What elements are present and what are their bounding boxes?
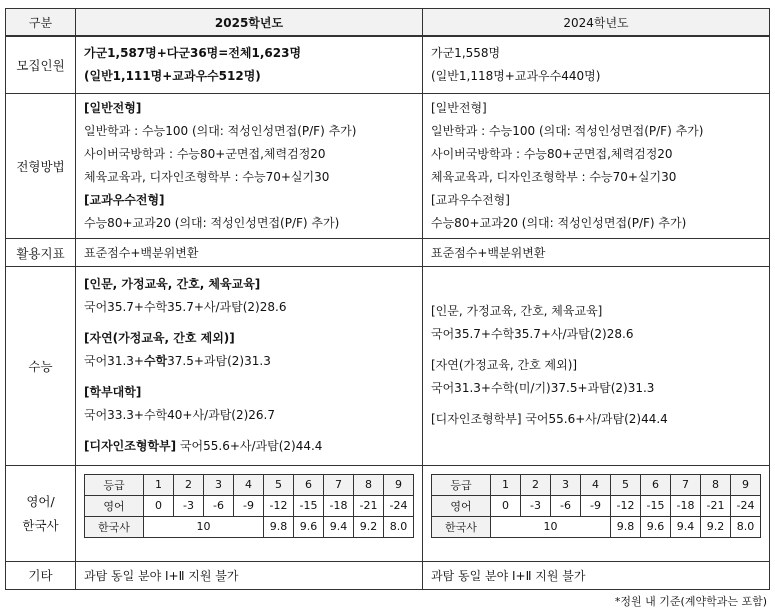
recruit-2024 bbox=[423, 36, 770, 94]
selection-row bbox=[6, 94, 770, 239]
etc-row bbox=[6, 561, 770, 589]
selection-2024-general-title: [일반전형] bbox=[431, 101, 487, 116]
grade-row: 등급 1 2 3 4 5 6 7 8 9 bbox=[85, 474, 414, 495]
grade-table-2025-cell bbox=[76, 465, 423, 561]
selection-2025-excellent-line: 수능80+교과20 (의대: 적성인성면접(P/F) 추가) bbox=[84, 216, 340, 231]
selection-2024-excellent-line: 수능80+교과20 (의대: 적성인성면접(P/F) 추가) bbox=[431, 216, 687, 231]
selection-2025-general-line: 체육교육과, 디자인조형학부 : 수능70+실기30 bbox=[84, 170, 330, 185]
selection-2025-excellent-title: [교과우수전형] bbox=[84, 193, 165, 208]
suneung-2025-group-title: [인문, 가정교육, 간호, 체육교육] bbox=[84, 277, 261, 292]
suneung-2024-design: [디자인조형학부] 국어55.6+사/과탐(2)44.4 bbox=[431, 412, 668, 427]
recruit-2024-line2: (일반1,118명+교과우수440명) bbox=[431, 69, 601, 84]
suneung-2025 bbox=[76, 267, 423, 465]
index-label: 활용지표 bbox=[6, 238, 76, 266]
index-2024: 표준점수+백분위변환 bbox=[423, 238, 770, 266]
recruit-2025-line2: (일반1,111명+교과우수512명) bbox=[84, 69, 261, 84]
etc-label: 기타 bbox=[6, 561, 76, 589]
selection-2024-general-line: 체육교육과, 디자인조형학부 : 수능70+실기30 bbox=[431, 170, 677, 185]
suneung-2024-group-title: [인문, 가정교육, 간호, 체육교육] bbox=[431, 304, 603, 319]
english-score-row: 영어 0 -3 -6 -9 -12 -15 -18 -21 -24 bbox=[432, 495, 761, 516]
selection-2025 bbox=[76, 94, 423, 239]
suneung-2025-group-formula: 국어35.7+수학35.7+사/과탐(2)28.6 bbox=[84, 300, 287, 315]
recruit-2025 bbox=[76, 36, 423, 94]
selection-2025-general-title: [일반전형] bbox=[84, 101, 142, 116]
suneung-2025-group-formula: 국어31.3+수학37.5+과탐(2)31.3 bbox=[84, 354, 271, 369]
grade-table-2025 bbox=[84, 474, 414, 538]
suneung-2024-group-title: [자연(가정교육, 간호 제외)] bbox=[431, 358, 578, 373]
suneung-label: 수능 bbox=[6, 267, 76, 465]
footnote: *정원 내 기준(계약학과는 포함) bbox=[614, 595, 767, 608]
history-score-row: 한국사 10 9.8 9.6 9.4 9.2 8.0 bbox=[85, 516, 414, 537]
etc-2025: 과탐 동일 분야 Ⅰ+Ⅱ 지원 불가 bbox=[76, 561, 423, 589]
suneung-2025-group-title: [학부대학] bbox=[84, 385, 142, 400]
suneung-2024-group-formula: 국어35.7+수학35.7+사/과탐(2)28.6 bbox=[431, 327, 634, 342]
suneung-2024-group-formula: 국어31.3+수학(미/기)37.5+과탐(2)31.3 bbox=[431, 381, 655, 396]
suneung-2025-group-formula: 국어33.3+수학40+사/과탐(2)26.7 bbox=[84, 408, 276, 423]
index-row bbox=[6, 238, 770, 266]
recruit-label: 모집인원 bbox=[6, 36, 76, 94]
suneung-2025-design: [디자인조형학부] 국어55.6+사/과탐(2)44.4 bbox=[84, 439, 323, 454]
selection-2024-general-line: 사이버국방학과 : 수능80+군면접,체력검정20 bbox=[431, 147, 673, 162]
english-score-row: 영어 0 -3 -6 -9 -12 -15 -18 -21 -24 bbox=[85, 495, 414, 516]
grade-table-2024-cell bbox=[423, 465, 770, 561]
header-category: 구분 bbox=[6, 9, 76, 37]
grade-row: 등급 1 2 3 4 5 6 7 8 9 bbox=[432, 474, 761, 495]
recruit-2025-line1: 가군1,587명+다군36명=전체1,623명 bbox=[84, 46, 302, 61]
grade-table-2024 bbox=[431, 474, 761, 538]
header-2024: 2024학년도 bbox=[423, 9, 770, 37]
suneung-2024 bbox=[423, 267, 770, 465]
english-history-row bbox=[6, 465, 770, 561]
header-row bbox=[6, 9, 770, 37]
selection-2025-general-line: 일반학과 : 수능100 (의대: 적성인성면접(P/F) 추가) bbox=[84, 124, 357, 139]
suneung-row bbox=[6, 267, 770, 465]
selection-2024 bbox=[423, 94, 770, 239]
etc-2024: 과탐 동일 분야 Ⅰ+Ⅱ 지원 불가 bbox=[423, 561, 770, 589]
selection-2024-general-line: 일반학과 : 수능100 (의대: 적성인성면접(P/F) 추가) bbox=[431, 124, 704, 139]
recruit-row bbox=[6, 36, 770, 94]
recruit-2024-line1: 가군1,558명 bbox=[431, 46, 501, 61]
selection-2025-general-line: 사이버국방학과 : 수능80+군면접,체력검정20 bbox=[84, 147, 326, 162]
history-score-row: 한국사 10 9.8 9.6 9.4 9.2 8.0 bbox=[432, 516, 761, 537]
index-2025: 표준점수+백분위변환 bbox=[76, 238, 423, 266]
selection-2024-excellent-title: [교과우수전형] bbox=[431, 193, 510, 208]
english-history-label: 영어/ 한국사 bbox=[6, 465, 76, 561]
header-2025: 2025학년도 bbox=[76, 9, 423, 37]
admission-comparison-table bbox=[5, 8, 770, 590]
selection-label: 전형방법 bbox=[6, 94, 76, 239]
suneung-2025-group-title: [자연(가정교육, 간호 제외)] bbox=[84, 331, 235, 346]
